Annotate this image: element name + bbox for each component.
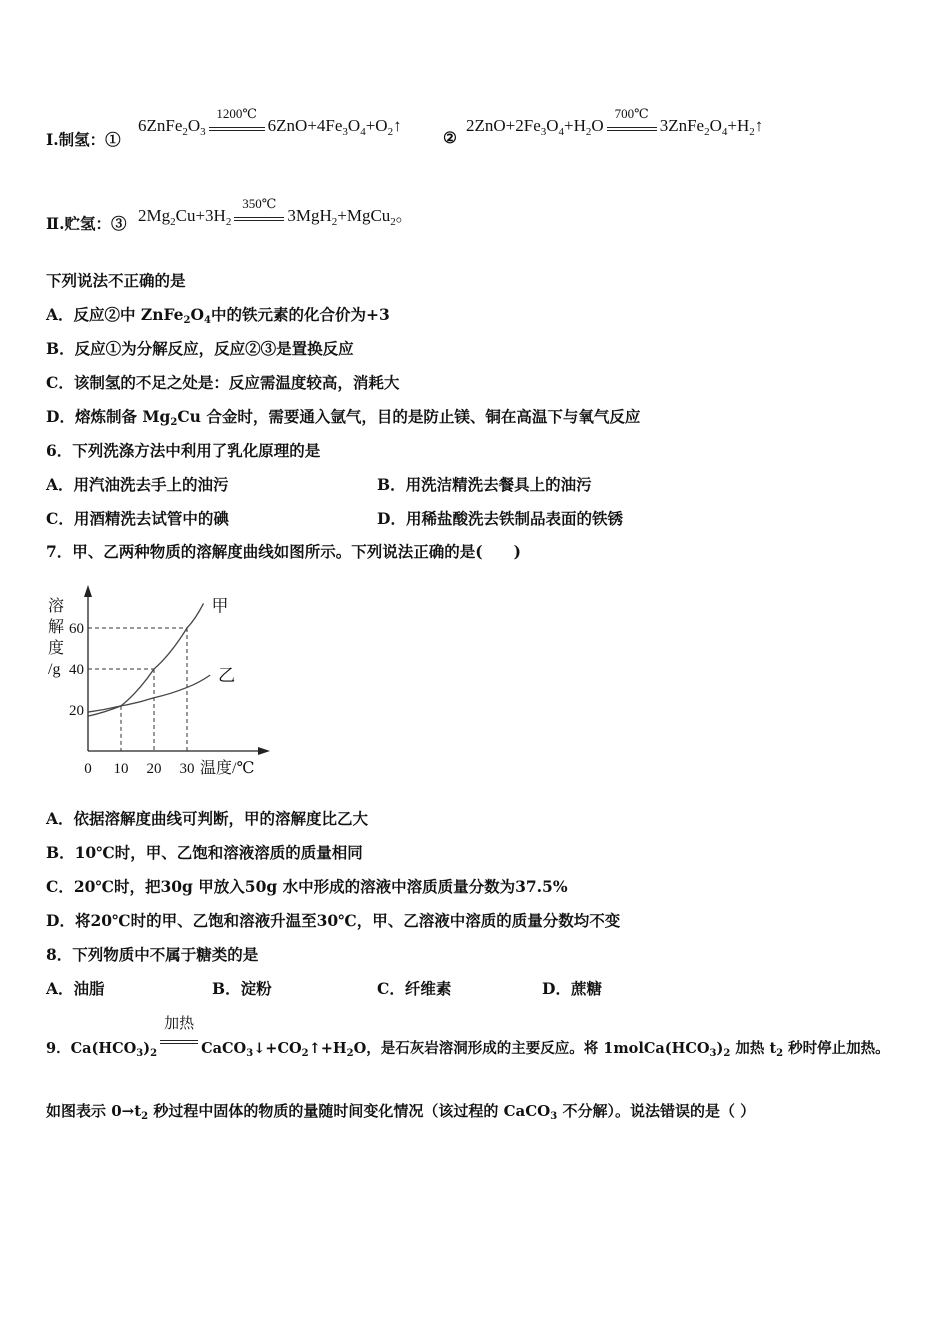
q8-option-b: B．淀粉 xyxy=(212,979,272,998)
heat-condition: 加热 xyxy=(164,1014,195,1032)
q8-option-a: A．油脂 xyxy=(46,979,105,998)
q5-option-b: B．反应①为分解反应，反应②③是置换反应 xyxy=(46,339,354,358)
q8-option-c: C．纤维素 xyxy=(377,979,452,998)
series-curve-jia xyxy=(88,603,204,716)
q9-line1: 9．$Ca(HCO_3)_2$ 加热 $CaCO_3↓+CO_2↑+H_2O$，是石灰岩溶洞形成的主要反应。将 $1molCa(HCO_3)_2$ 加热 $t_2$ 秒时停止加热。 xyxy=(46,1014,890,1059)
condition-label: 700℃ xyxy=(614,106,649,121)
q5-option-a: A．反应②中 $ZnFe_2O_4$中的铁元素的化合价为+3 xyxy=(46,305,390,326)
x-axis-label: 温度/℃ xyxy=(200,760,255,777)
x-axis-arrow xyxy=(258,747,270,755)
q6-option-b: B．用洗洁精洗去餐具上的油污 xyxy=(377,475,592,494)
equation-3: $2Mg_2Cu+3H_2$ 350℃ 3MgH$_2$+MgCu$_2$。 xyxy=(138,196,413,228)
q5-option-c: C．该制氢的不足之处是：反应需温度较高，消耗大 xyxy=(46,373,400,392)
q8-stem: 8．下列物质中不属于糖类的是 xyxy=(46,945,259,964)
y-axis-arrow xyxy=(84,585,92,597)
series-label-jia: 甲 xyxy=(211,596,229,616)
y-tick-label-40: 40 xyxy=(69,662,84,678)
y-axis-label-char-1: 解 xyxy=(48,619,65,636)
y-tick-label-60: 60 xyxy=(69,621,84,637)
x-tick-label-30: 30 xyxy=(179,761,195,777)
equation-2: $2ZnO+2Fe_3O_4+H_2O$ 700℃ $3ZnFe_2O_4+H_2↑$ xyxy=(466,106,764,138)
q9-line2: 如图表示 $0\to t_2$ 秒过程中固体的物质的量随时间变化情况（该过程的 CaCO$_3$ 不分解）。说法错误的是（ ） xyxy=(46,1102,756,1122)
q5-stem: 下列说法不正确的是 xyxy=(46,271,186,290)
part2-label: Ⅱ.贮氢：③ xyxy=(46,214,127,233)
solubility-chart xyxy=(40,583,280,783)
q6-stem: 6．下列洗涤方法中利用了乳化原理的是 xyxy=(46,441,321,460)
q8-option-d: D．蔗糖 xyxy=(542,979,602,998)
y-axis-label-char-3: /g xyxy=(48,661,61,678)
q6-option-d: D．用稀盐酸洗去铁制品表面的铁锈 xyxy=(377,509,623,528)
q7-option-c: C．20℃时，把30g 甲放入50g 水中形成的溶液中溶质质量分数为37.5% xyxy=(46,877,568,896)
condition-label: 350℃ xyxy=(242,196,277,211)
x-tick-label-10: 10 xyxy=(113,761,129,777)
x-tick-label-0: 0 xyxy=(84,761,92,777)
q6-option-a: A．用汽油洗去手上的油污 xyxy=(46,475,229,494)
condition-label: 1200℃ xyxy=(216,106,257,121)
q6-option-c: C．用酒精洗去试管中的碘 xyxy=(46,509,229,528)
q7-option-b: B．10℃时，甲、乙饱和溶液溶质的质量相同 xyxy=(46,843,363,862)
series-curve-yi xyxy=(88,675,210,712)
circle-two: ② xyxy=(443,128,457,147)
q7-option-d: D．将20℃时的甲、乙饱和溶液升温至30℃，甲、乙溶液中溶质的质量分数均不变 xyxy=(46,911,621,930)
equation-1: $6ZnFe_2O_3$ 1200℃ $6ZnO+4Fe_3O_4+O_2↑$ xyxy=(138,106,402,138)
x-tick-label-20: 20 xyxy=(146,761,162,777)
series-label-yi: 乙 xyxy=(218,666,236,686)
y-axis-label-char-2: 度 xyxy=(48,640,65,657)
part1-label: Ⅰ.制氢：① xyxy=(46,130,121,149)
y-tick-label-20: 20 xyxy=(69,703,84,719)
q7-stem: 7．甲、乙两种物质的溶解度曲线如图所示。下列说法正确的是( ) xyxy=(46,542,521,561)
q5-option-d: D．熔炼制备 $Mg_2Cu$ 合金时，需要通入氩气，目的是防止镁、铜在高温下与氧气反应 xyxy=(46,407,641,428)
q7-option-a: A．依据溶解度曲线可判断，甲的溶解度比乙大 xyxy=(46,809,369,828)
y-axis-label-char-0: 溶 xyxy=(48,598,65,615)
